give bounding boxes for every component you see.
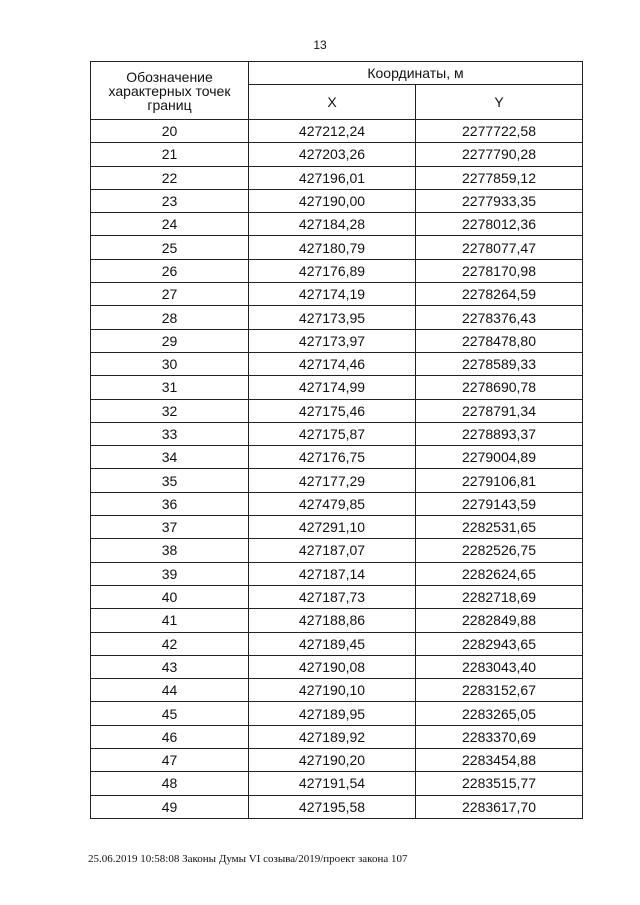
page-number: 13 [313,38,327,52]
x-cell: 427177,29 [249,469,416,492]
point-cell: 37 [91,516,249,539]
point-cell: 42 [91,632,249,655]
table-row [91,189,583,212]
table-row [91,562,583,585]
y-cell: 2277933,35 [416,189,583,212]
x-cell: 427189,95 [249,702,416,725]
y-cell: 2282943,65 [416,632,583,655]
table-row [91,725,583,748]
y-cell: 2282718,69 [416,585,583,608]
table-row [91,539,583,562]
header-designation: Обозначение характерных точек границ [91,62,249,120]
y-cell: 2277859,12 [416,166,583,189]
table-row [91,120,583,143]
table-row [91,259,583,282]
x-cell: 427173,97 [249,329,416,352]
x-cell: 427195,58 [249,795,416,818]
point-cell: 26 [91,259,249,282]
point-cell: 47 [91,749,249,772]
y-cell: 2283265,05 [416,702,583,725]
table-row [91,166,583,189]
point-cell: 34 [91,446,249,469]
y-cell: 2278690,78 [416,376,583,399]
point-cell: 35 [91,469,249,492]
point-cell: 48 [91,772,249,795]
footer-stamp: 25.06.2019 10:58:08 Законы Думы VI созыва/2019/проект закона 107 [88,853,408,865]
x-cell: 427291,10 [249,516,416,539]
point-cell: 27 [91,283,249,306]
y-cell: 2283043,40 [416,655,583,678]
point-cell: 41 [91,609,249,632]
table-row [91,609,583,632]
header-coordinates: Координаты, м [249,62,583,85]
x-cell: 427187,07 [249,539,416,562]
x-cell: 427189,45 [249,632,416,655]
table-row [91,632,583,655]
point-cell: 30 [91,352,249,375]
x-cell: 427175,87 [249,422,416,445]
y-cell: 2283454,88 [416,749,583,772]
table-row [91,702,583,725]
table-row [91,679,583,702]
x-cell: 427203,26 [249,143,416,166]
table-row [91,352,583,375]
x-cell: 427176,89 [249,259,416,282]
x-cell: 427190,20 [249,749,416,772]
y-cell: 2277790,28 [416,143,583,166]
table-row [91,446,583,469]
table-row [91,492,583,515]
x-cell: 427479,85 [249,492,416,515]
x-cell: 427176,75 [249,446,416,469]
y-cell: 2282849,88 [416,609,583,632]
table-row [91,213,583,236]
x-cell: 427190,08 [249,655,416,678]
x-cell: 427188,86 [249,609,416,632]
point-cell: 44 [91,679,249,702]
table-row [91,772,583,795]
coordinates-table [90,61,583,819]
point-cell: 20 [91,120,249,143]
table-body [91,120,583,819]
x-cell: 427174,19 [249,283,416,306]
y-cell: 2278589,33 [416,352,583,375]
point-cell: 24 [91,213,249,236]
table-row [91,585,583,608]
x-cell: 427174,99 [249,376,416,399]
y-cell: 2278012,36 [416,213,583,236]
table-row [91,749,583,772]
point-cell: 45 [91,702,249,725]
y-cell: 2278077,47 [416,236,583,259]
x-cell: 427196,01 [249,166,416,189]
table-row [91,422,583,445]
point-cell: 29 [91,329,249,352]
header-x: X [249,85,416,120]
point-cell: 21 [91,143,249,166]
point-cell: 22 [91,166,249,189]
point-cell: 49 [91,795,249,818]
y-cell: 2277722,58 [416,120,583,143]
y-cell: 2278376,43 [416,306,583,329]
y-cell: 2283152,67 [416,679,583,702]
header-y: Y [416,85,583,120]
x-cell: 427189,92 [249,725,416,748]
table-row [91,236,583,259]
y-cell: 2283370,69 [416,725,583,748]
point-cell: 25 [91,236,249,259]
y-cell: 2279143,59 [416,492,583,515]
x-cell: 427187,14 [249,562,416,585]
table-row [91,399,583,422]
x-cell: 427174,46 [249,352,416,375]
y-cell: 2283515,77 [416,772,583,795]
y-cell: 2278264,59 [416,283,583,306]
table-row [91,283,583,306]
y-cell: 2282526,75 [416,539,583,562]
x-cell: 427173,95 [249,306,416,329]
y-cell: 2279004,89 [416,446,583,469]
table-row [91,306,583,329]
table-row [91,516,583,539]
table-row [91,329,583,352]
point-cell: 40 [91,585,249,608]
table-row [91,795,583,818]
y-cell: 2279106,81 [416,469,583,492]
x-cell: 427175,46 [249,399,416,422]
table-row [91,469,583,492]
x-cell: 427190,10 [249,679,416,702]
point-cell: 36 [91,492,249,515]
x-cell: 427212,24 [249,120,416,143]
point-cell: 28 [91,306,249,329]
point-cell: 39 [91,562,249,585]
x-cell: 427184,28 [249,213,416,236]
table-row [91,655,583,678]
point-cell: 33 [91,422,249,445]
y-cell: 2278893,37 [416,422,583,445]
y-cell: 2278791,34 [416,399,583,422]
y-cell: 2282531,65 [416,516,583,539]
x-cell: 427190,00 [249,189,416,212]
x-cell: 427191,54 [249,772,416,795]
point-cell: 38 [91,539,249,562]
y-cell: 2278478,80 [416,329,583,352]
point-cell: 31 [91,376,249,399]
point-cell: 43 [91,655,249,678]
x-cell: 427180,79 [249,236,416,259]
x-cell: 427187,73 [249,585,416,608]
table-row [91,143,583,166]
y-cell: 2278170,98 [416,259,583,282]
table-row [91,376,583,399]
y-cell: 2283617,70 [416,795,583,818]
point-cell: 23 [91,189,249,212]
point-cell: 46 [91,725,249,748]
y-cell: 2282624,65 [416,562,583,585]
point-cell: 32 [91,399,249,422]
